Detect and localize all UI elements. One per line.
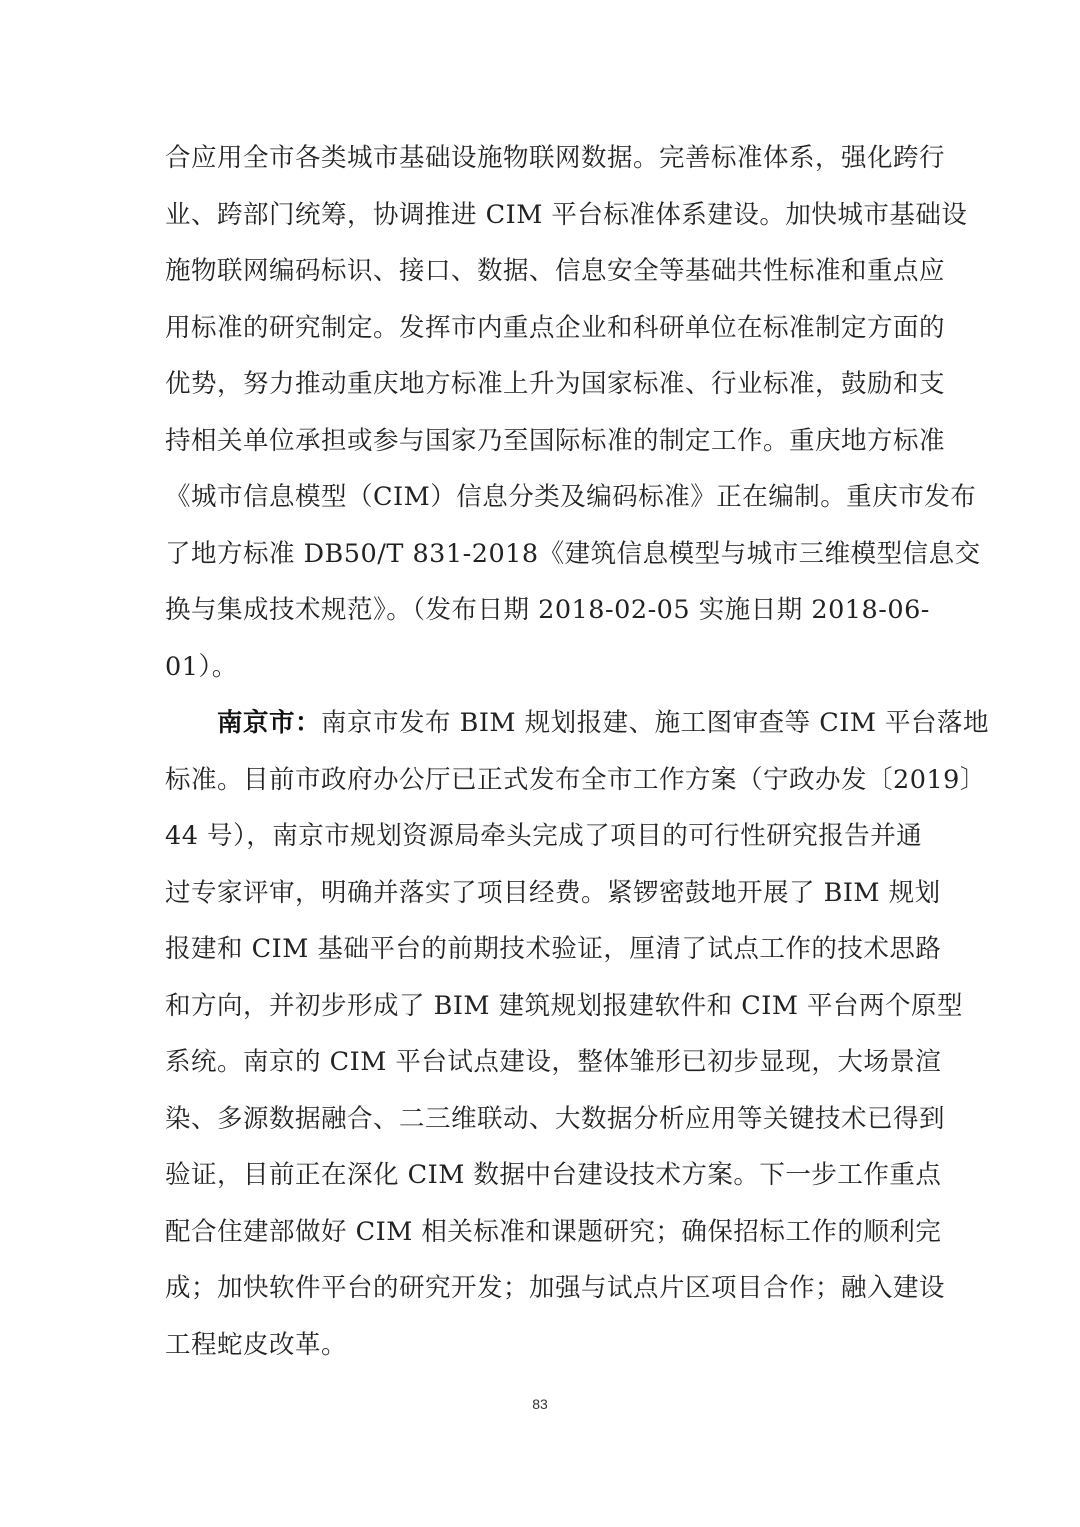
text-line: 验证，目前正在深化 CIM 数据中台建设技术方案。下一步工作重点 [165, 1160, 942, 1190]
text-line: 配合住建部做好 CIM 相关标准和课题研究；确保招标工作的顺利完 [165, 1216, 942, 1247]
text-line: 优势，努力推动重庆地方标准上升为国家标准、行业标准，鼓励和支 [165, 369, 946, 399]
paragraph-nanjing [165, 695, 990, 1373]
text-line: 系统。南京的 CIM 平台试点建设，整体雏形已初步显现，大场景渲 [165, 1047, 942, 1077]
text-line: 01）。 [165, 651, 238, 682]
paragraph-chongqing [165, 130, 981, 695]
text-line: 用标准的研究制定。发挥市内重点企业和科研单位在标准制定方面的 [165, 312, 946, 343]
text-line: 报建和 CIM 基础平台的前期技术验证，厘清了试点工作的技术思路 [165, 934, 942, 964]
text-line: 业、跨部门统筹，协调推进 CIM 平台标准体系建设。加快城市基础设 [165, 199, 968, 230]
paragraph-first-line [165, 695, 990, 752]
page-number: 83 [532, 1396, 548, 1412]
text-line: 施物联网编码标识、接口、数据、信息安全等基础共性标准和重点应 [165, 256, 946, 286]
text-line: 标准。目前市政府办公厅已正式发布全市工作方案（宁政办发〔2019〕 [165, 764, 986, 795]
text-line: 和方向，并初步形成了 BIM 建筑规划报建软件和 CIM 平台两个原型 [165, 990, 964, 1021]
body-text [165, 130, 990, 1373]
text-line: 44 号），南京市规划资源局牵头完成了项目的可行性研究报告并通 [165, 821, 923, 851]
text-line: 成；加快软件平台的研究开发；加强与试点片区项目合作；融入建设 [165, 1273, 946, 1303]
city-heading: 南京市： [217, 708, 322, 738]
text-line: 持相关单位承担或参与国家乃至国际标准的制定工作。重庆地方标准 [165, 425, 946, 456]
text-line: 染、多源数据融合、二三维联动、大数据分析应用等关键技术已得到 [165, 1103, 946, 1134]
text-line: 换与集成技术规范》。（发布日期 2018-02-05 实施日期 2018-06- [165, 595, 930, 625]
text-line: 合应用全市各类城市基础设施物联网数据。完善标准体系，强化跨行 [165, 143, 946, 173]
text-line: 工程蛇皮改革。 [165, 1329, 348, 1360]
text-line: 过专家评审，明确并落实了项目经费。紧锣密鼓地开展了 BIM 规划 [165, 877, 941, 908]
text-line: 《城市信息模型（CIM）信息分类及编码标准》正在编制。重庆市发布 [165, 482, 977, 512]
text-line: 了地方标准 DB50/T 831-2018《建筑信息模型与城市三维模型信息交 [165, 538, 981, 569]
first-line-text: 南京市发布 BIM 规划报建、施工图审查等 CIM 平台落地 [321, 708, 990, 738]
